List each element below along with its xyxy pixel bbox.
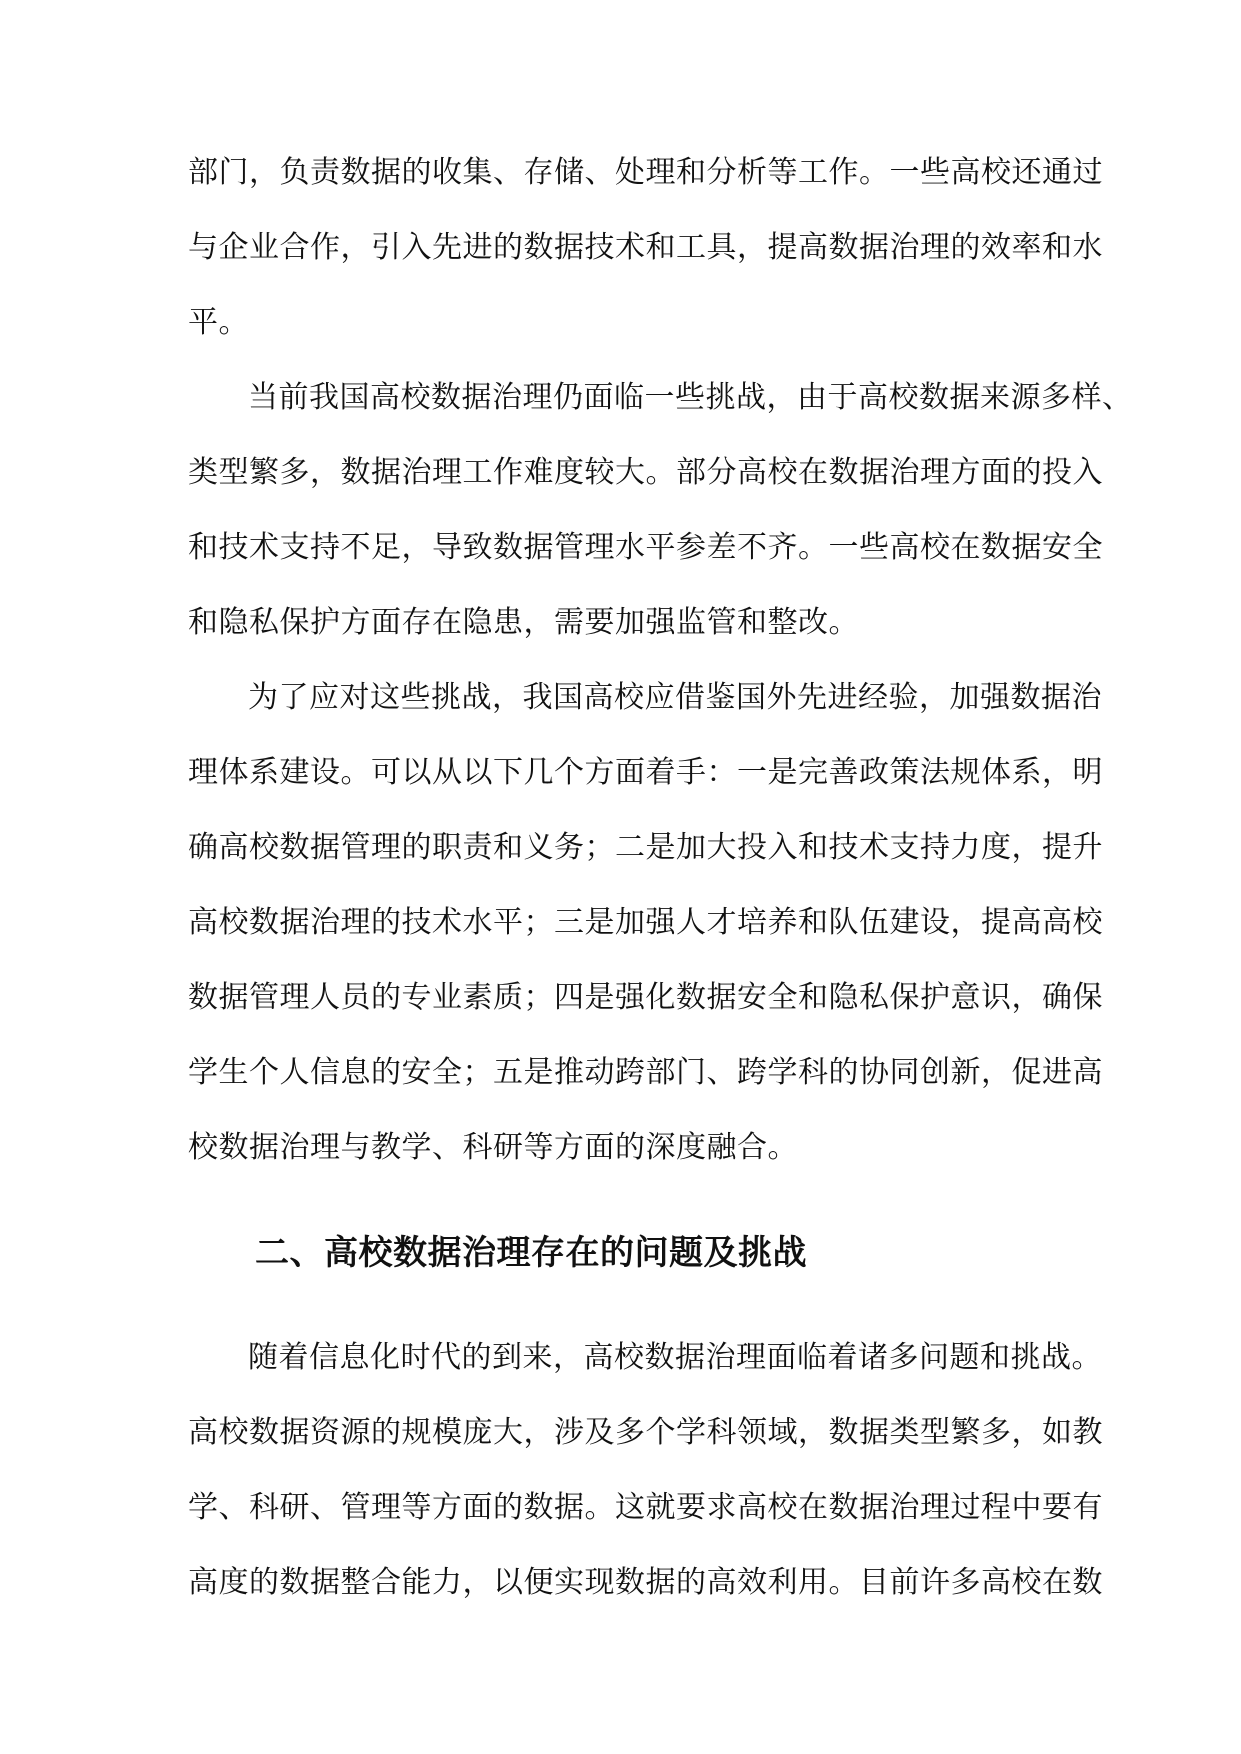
paragraph-line: 理体系建设。可以从以下几个方面着手：一是完善政策法规体系，明 [188,755,1103,790]
paragraph-line: 平。 [188,305,249,340]
paragraph-line: 随着信息化时代的到来，高校数据治理面临着诸多问题和挑战。 [248,1340,1102,1375]
paragraph-line: 为了应对这些挑战，我国高校应借鉴国外先进经验，加强数据治 [248,680,1102,715]
paragraph-line: 和技术支持不足，导致数据管理水平参差不齐。一些高校在数据安全 [188,530,1103,565]
paragraph-2 [188,360,1133,660]
paragraph-line: 部门，负责数据的收集、存储、处理和分析等工作。一些高校还通过 [188,155,1103,190]
paragraph-line: 和隐私保护方面存在隐患，需要加强监管和整改。 [188,605,859,640]
paragraph-1 [188,135,1103,360]
paragraph-line: 高度的数据整合能力，以便实现数据的高效利用。目前许多高校在数 [188,1565,1103,1600]
paragraph-line: 与企业合作，引入先进的数据技术和工具，提高数据治理的效率和水 [188,230,1103,265]
paragraph-line: 当前我国高校数据治理仍面临一些挑战，由于高校数据来源多样、 [248,380,1133,415]
paragraph-line: 类型繁多，数据治理工作难度较大。部分高校在数据治理方面的投入 [188,455,1103,490]
paragraph-line: 校数据治理与教学、科研等方面的深度融合。 [188,1130,798,1165]
paragraph-line: 高校数据治理的技术水平；三是加强人才培养和队伍建设，提高高校 [188,905,1103,940]
paragraph-line: 高校数据资源的规模庞大，涉及多个学科领域，数据类型繁多，如教 [188,1415,1103,1450]
paragraph-line: 数据管理人员的专业素质；四是强化数据安全和隐私保护意识，确保 [188,980,1103,1015]
paragraph-3 [188,660,1103,1185]
paragraph-line: 学、科研、管理等方面的数据。这就要求高校在数据治理过程中要有 [188,1490,1103,1525]
paragraph-4 [188,1320,1103,1620]
section-heading: 二、高校数据治理存在的问题及挑战 [255,1233,807,1273]
paragraph-line: 确高校数据管理的职责和义务；二是加大投入和技术支持力度，提升 [188,830,1103,865]
paragraph-line: 学生个人信息的安全；五是推动跨部门、跨学科的协同创新，促进高 [188,1055,1103,1090]
